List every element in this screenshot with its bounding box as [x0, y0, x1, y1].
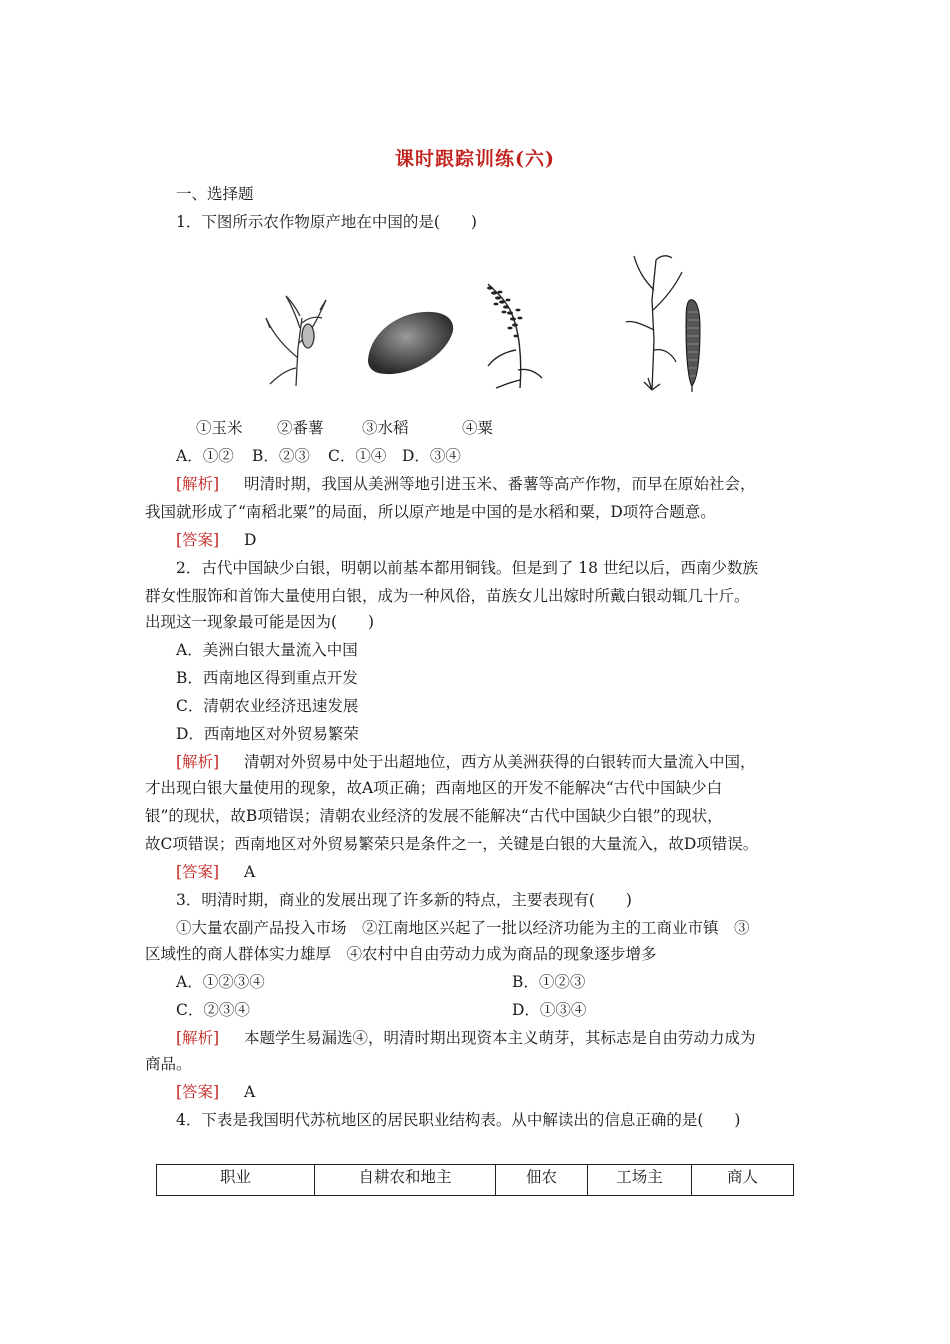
q1-option-a: A．①② [176, 447, 234, 465]
q3-option-b: B．①②③ [512, 973, 586, 991]
table-header-cell: 商人 [726, 1168, 758, 1186]
table-header-cell: 自耕农和地主 [315, 1165, 496, 1195]
q2-option-a: A．美洲白银大量流入中国 [176, 641, 358, 659]
q2-option-c: C．清朝农业经济迅速发展 [176, 697, 359, 715]
q2-option-d: D．西南地区对外贸易繁荣 [176, 725, 359, 743]
label-rice: ③水稻 [362, 419, 409, 437]
sweet-potato-icon [360, 302, 460, 384]
q2-answer-tag: [答案] [176, 863, 220, 881]
q1-option-b: B．②③ [252, 447, 310, 465]
occupation-table [156, 1164, 794, 1196]
q1-analysis-text-2: 我国就形成了“南稻北粟”的局面，所以原产地是中国的是水稻和粟，D项符合题意。 [145, 503, 716, 521]
q1-answer-tag: [答案] [176, 531, 220, 549]
q3-analysis-text-2: 商品。 [145, 1055, 192, 1073]
q2-stem-text-3: 出现这一现象最可能是因为( ) [145, 613, 375, 631]
q3-analysis-text-1: 本题学生易漏选④，明清时期出现资本主义萌芽，其标志是自由劳动力成为 [244, 1029, 756, 1047]
q2-analysis-text-4: 故C项错误；西南地区对外贸易繁荣只是条件之一，关键是白银的大量流入，故D项错误。 [145, 835, 759, 853]
q3-option-c: C．②③④ [176, 1001, 250, 1019]
q2-stem-text-1: 2．古代中国缺少白银，明朝以前基本都用铜钱。但是到了 18 世纪以后，西南少数族 [176, 559, 758, 577]
q2-analysis-text-3: 银”的现状，故B项错误；清朝农业经济的发展不能解决“古代中国缺少白银”的现状， [145, 807, 723, 825]
label-corn: ①玉米 [196, 419, 243, 437]
q1-answer-value: D [244, 531, 257, 549]
rice-plant-icon [480, 280, 550, 390]
millet-plant-icon [622, 250, 717, 395]
table-header-cell: 佃农 [496, 1165, 588, 1195]
q3-answer-value: A [244, 1083, 256, 1101]
q1-option-d: D．③④ [402, 447, 461, 465]
page-title: 课时跟踪训练(六) [395, 148, 555, 170]
q1-figure-row [250, 250, 720, 400]
q3-option-d: D．①③④ [512, 1001, 587, 1019]
q2-analysis-text-2: 才出现白银大量使用的现象，故A项正确；西南地区的开发不能解决“古代中国缺少白 [145, 779, 723, 797]
q2-answer-value: A [244, 863, 256, 881]
q3-answer-tag: [答案] [176, 1083, 220, 1101]
q1-analysis-tag: [解析] [176, 475, 220, 493]
table-header-cell: 工场主 [588, 1165, 692, 1195]
q2-analysis-text-1: 清朝对外贸易中处于出超地位，西方从美洲获得的白银转而大量流入中国， [244, 753, 756, 771]
section-label: 一、选择题 [176, 185, 254, 203]
corn-plant-icon [256, 288, 336, 388]
q1-analysis-text-1: 明清时期，我国从美洲等地引进玉米、番薯等高产作物，而早在原始社会， [244, 475, 756, 493]
q1-stem-text: 1．下图所示农作物原产地在中国的是( ) [176, 213, 477, 231]
q2-option-b: B．西南地区得到重点开发 [176, 669, 358, 687]
q4-stem-text: 4．下表是我国明代苏杭地区的居民职业结构表。从中解读出的信息正确的是( ) [176, 1111, 741, 1129]
q3-analysis-tag: [解析] [176, 1029, 220, 1047]
q1-option-c: C．①④ [328, 447, 387, 465]
q3-items-text-2: 区域性的商人群体实力雄厚 ④农村中自由劳动力成为商品的现象逐步增多 [145, 945, 657, 963]
q3-items-text-1: ①大量农副产品投入市场 ②江南地区兴起了一批以经济功能为主的工商业市镇 ③ [176, 919, 750, 937]
label-sweet-potato: ②番薯 [277, 419, 324, 437]
q2-stem-text-2: 群女性服饰和首饰大量使用白银，成为一种风俗，苗族女儿出嫁时所戴白银动辄几十斤。 [145, 587, 750, 605]
q3-stem-text: 3．明清时期，商业的发展出现了许多新的特点，主要表现有( ) [176, 891, 632, 909]
q2-analysis-tag: [解析] [176, 753, 220, 771]
label-millet: ④粟 [462, 419, 494, 437]
table-header-cell: 职业 [157, 1165, 315, 1195]
q3-option-a: A．①②③④ [176, 973, 265, 991]
